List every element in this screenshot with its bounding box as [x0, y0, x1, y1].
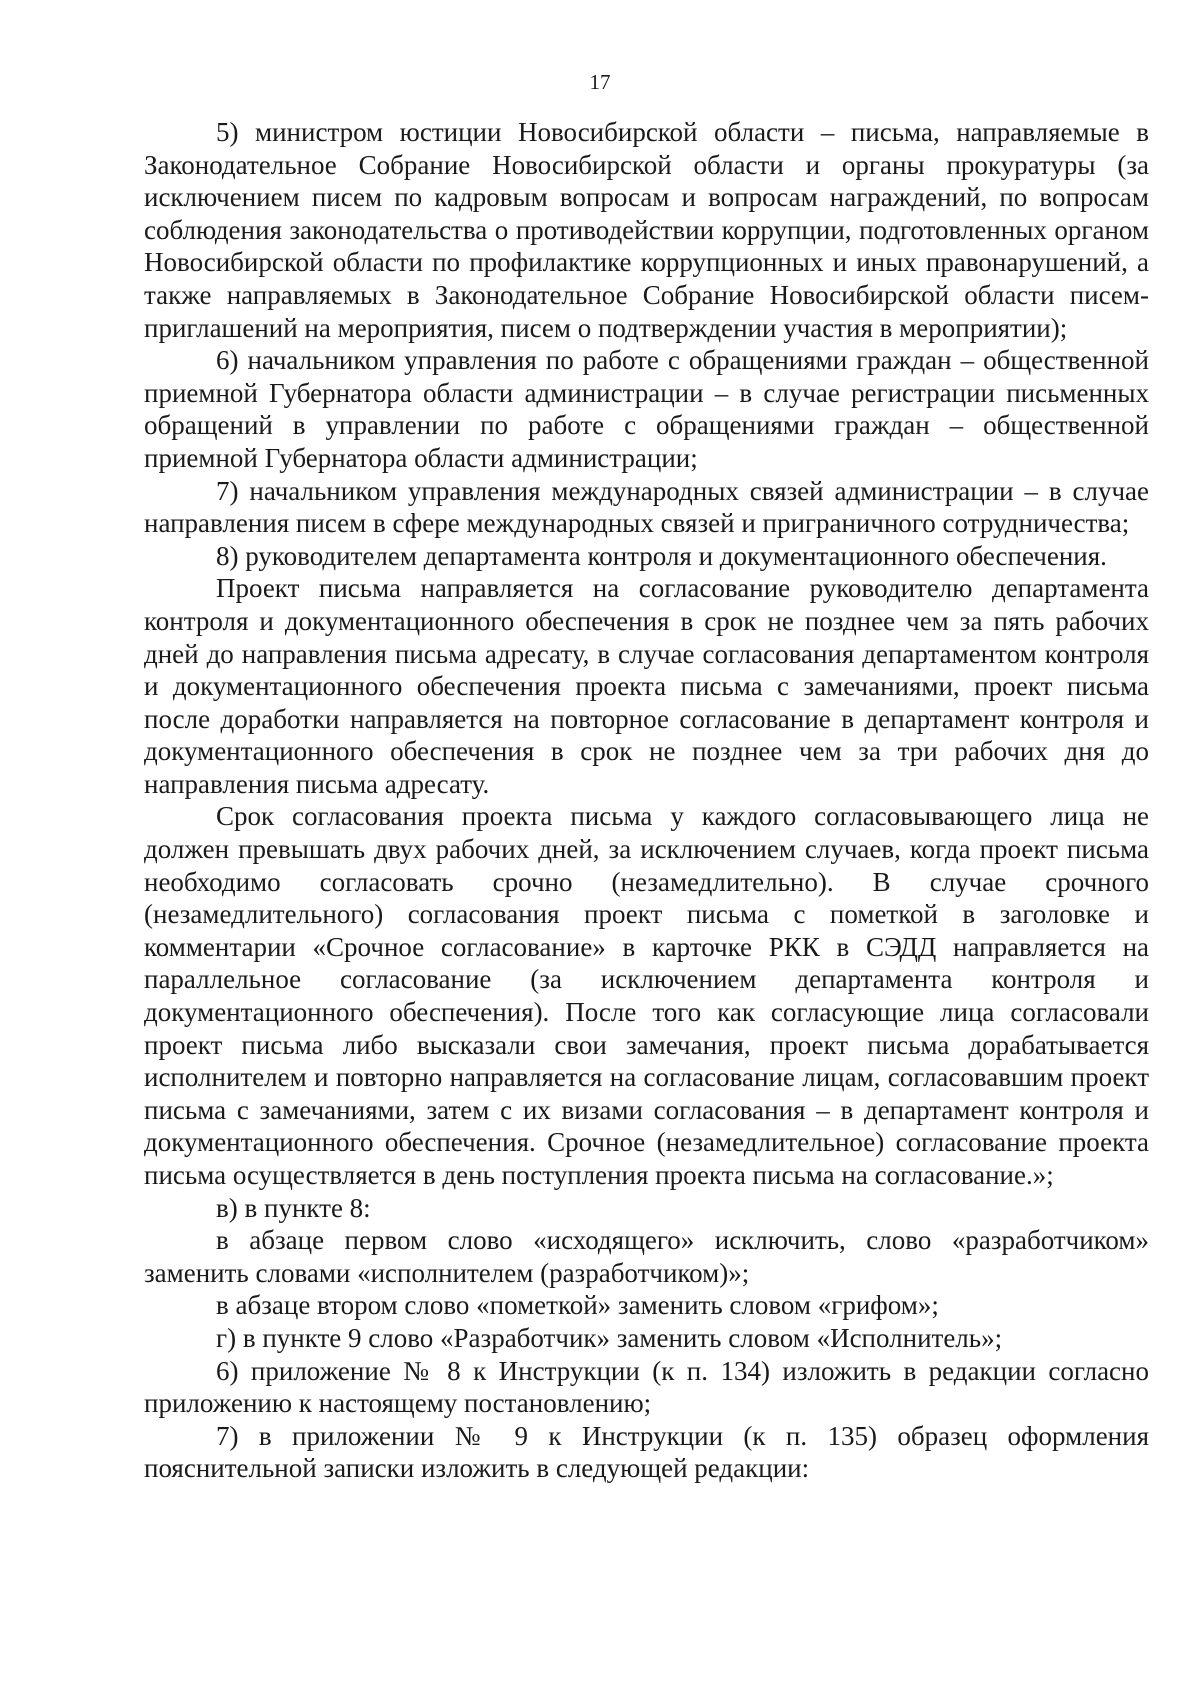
paragraph-item-6: 6) начальником управления по работе с обращениями граждан – общественной приемной Губернатора области администрации – в случае регистрации письменных обращений в управлении по работе с обращениями граждан – общественной приемной Губернатора области администрации; [144, 345, 1149, 473]
page-number: 17 [589, 70, 611, 94]
paragraph-item-7: 7) начальником управления международных связей администрации – в случае направления писем в сфере международных связей и приграничного сотрудничества; [144, 475, 1149, 539]
paragraph-subitem-v: в) в пункте 8: [216, 1192, 371, 1223]
paragraph-deadline-approval: Проект письма направляется на согласование руководителю департамента контроля и документационного обеспечения в срок не позднее чем за пять рабочих дней до направления письма адресату, в случае согласования департаментом контроля и документационного обеспечения проекта письма с замечаниями, проект письма после доработки направляется на повторное согласование в департамент контроля и документационного обеспечения в срок не позднее чем за три рабочих дня до направления письма адресату. [144, 573, 1149, 799]
paragraph-second-abzac: в абзаце втором слово «пометкой» заменить словом «грифом»; [216, 1290, 939, 1321]
paragraph-appendix-8: 6) приложение № 8 к Инструкции (к п. 134) изложить в редакции согласно приложению к настоящему постановлению; [144, 1355, 1149, 1419]
paragraph-urgent-approval: Срок согласования проекта письма у каждого согласовывающего лица не должен превышать двух рабочих дней, за исключением случаев, когда проект письма необходимо согласовать срочно (незамедлительно). В случае срочного (незамедлительного) согласования проект письма с пометкой в заголовке и комментарии «Срочное согласование» в карточке РКК в СЭДД направляется на параллельное согласование (за исключением департамента контроля и документационного обеспечения). После того как согласующие лица согласовали проект письма либо высказали свои замечания, проект письма дорабатывается исполнителем и повторно направляется на согласование лицам, согласовавшим проект письма с замечаниями, затем с их визами согласования – в департамент контроля и документационного обеспечения. Срочное (незамедлительное) согласование проекта письма осуществляется в день поступления проекта письма на согласование.»; [144, 801, 1149, 1190]
paragraph-first-abzac: в абзаце первом слово «исходящего» исключить, слово «разработчиком» заменить словами «исполнителем (разработчиком)»; [144, 1225, 1149, 1288]
paragraph-item-5: 5) министром юстиции Новосибирской области – письма, направляемые в Законодательное Собрание Новосибирской области и органы прокуратуры (за исключением писем по кадровым вопросам и вопросам награждений, по вопросам соблюдения законодательства о противодействии коррупции, подготовленных органом Новосибирской области по профилактике коррупционных и иных правонарушений, а также направляемых в Законодательное Собрание Новосибирской области писем-приглашений на мероприятия, писем о подтверждении участия в мероприятии); [144, 117, 1149, 343]
paragraph-subitem-g: г) в пункте 9 слово «Разработчик» заменить словом «Исполнитель»; [216, 1322, 1003, 1353]
paragraph-item-8: 8) руководителем департамента контроля и документационного обеспечения. [216, 540, 1107, 571]
document-body [144, 116, 1149, 1485]
paragraph-appendix-9: 7) в приложении № 9 к Инструкции (к п. 135) образец оформления пояснительной записки изложить в следующей редакции: [144, 1420, 1149, 1484]
